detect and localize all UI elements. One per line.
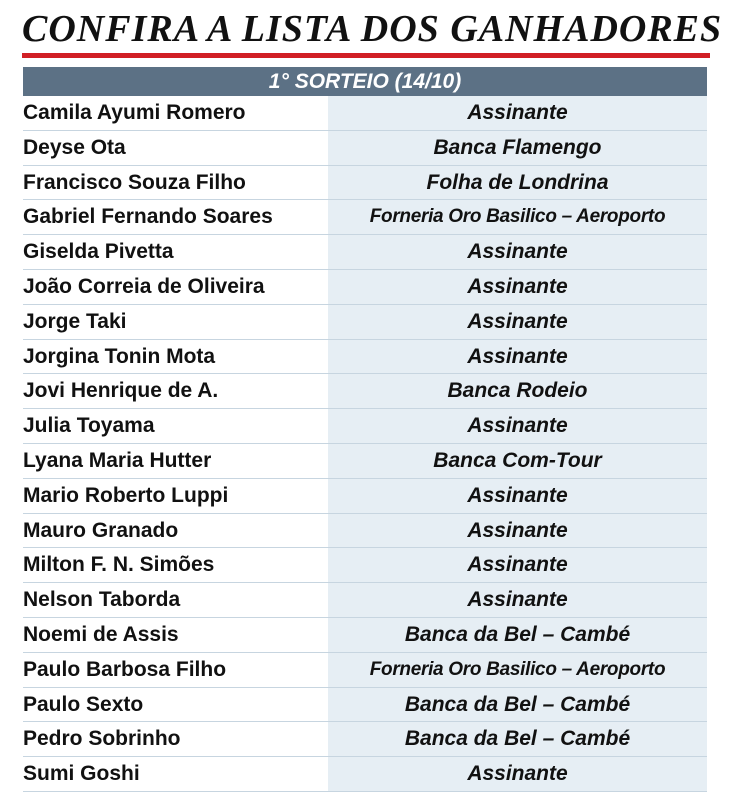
winner-name: Deyse Ota xyxy=(23,131,328,165)
table-row xyxy=(23,479,707,514)
winner-place: Assinante xyxy=(328,96,707,130)
table-row xyxy=(23,722,707,757)
winner-name: Jorge Taki xyxy=(23,305,328,339)
winner-name: Paulo Sexto xyxy=(23,688,328,722)
winner-place: Assinante xyxy=(328,305,707,339)
table-row xyxy=(23,618,707,653)
winner-place: Assinante xyxy=(328,270,707,304)
winner-place: Banca da Bel – Cambé xyxy=(328,688,707,722)
table-row xyxy=(23,757,707,792)
winner-name: Paulo Barbosa Filho xyxy=(23,653,328,687)
table-row xyxy=(23,235,707,270)
table-row xyxy=(23,374,707,409)
table-row xyxy=(23,548,707,583)
winner-name: Julia Toyama xyxy=(23,409,328,443)
winner-place: Assinante xyxy=(328,757,707,791)
winner-place: Assinante xyxy=(328,479,707,513)
winner-name: Jovi Henrique de A. xyxy=(23,374,328,408)
winner-name: Nelson Taborda xyxy=(23,583,328,617)
winner-name: Camila Ayumi Romero xyxy=(23,96,328,130)
winner-place: Folha de Londrina xyxy=(328,166,707,200)
winner-place: Assinante xyxy=(328,340,707,374)
table-row xyxy=(23,96,707,131)
table-row xyxy=(23,688,707,723)
winner-place: Banca Flamengo xyxy=(328,131,707,165)
page-title: CONFIRA A LISTA DOS GANHADORES xyxy=(22,8,723,50)
winner-name: Gabriel Fernando Soares xyxy=(23,200,328,234)
table-row xyxy=(23,409,707,444)
table-row xyxy=(23,270,707,305)
winner-name: Lyana Maria Hutter xyxy=(23,444,328,478)
table-row xyxy=(23,583,707,618)
winner-name: João Correia de Oliveira xyxy=(23,270,328,304)
winner-place: Banca da Bel – Cambé xyxy=(328,618,707,652)
winner-name: Jorgina Tonin Mota xyxy=(23,340,328,374)
table-row xyxy=(23,340,707,375)
winner-name: Mario Roberto Luppi xyxy=(23,479,328,513)
table-row xyxy=(23,514,707,549)
table-row xyxy=(23,131,707,166)
winner-place: Assinante xyxy=(328,583,707,617)
winner-place: Assinante xyxy=(328,514,707,548)
table-row xyxy=(23,200,707,235)
winner-name: Giselda Pivetta xyxy=(23,235,328,269)
winner-name: Mauro Granado xyxy=(23,514,328,548)
winners-table xyxy=(23,96,707,792)
winner-name: Francisco Souza Filho xyxy=(23,166,328,200)
winner-place: Forneria Oro Basilico – Aeroporto xyxy=(328,653,707,687)
winner-name: Milton F. N. Simões xyxy=(23,548,328,582)
winner-place: Banca Com-Tour xyxy=(328,444,707,478)
table-row xyxy=(23,653,707,688)
winner-place: Assinante xyxy=(328,548,707,582)
winner-name: Sumi Goshi xyxy=(23,757,328,791)
winner-name: Pedro Sobrinho xyxy=(23,722,328,756)
winner-name: Noemi de Assis xyxy=(23,618,328,652)
draw-header: 1° SORTEIO (14/10) xyxy=(23,67,707,96)
table-row xyxy=(23,444,707,479)
winner-place: Assinante xyxy=(328,409,707,443)
table-row xyxy=(23,305,707,340)
winner-place: Assinante xyxy=(328,235,707,269)
winner-place: Banca da Bel – Cambé xyxy=(328,722,707,756)
title-divider xyxy=(22,53,710,58)
table-row xyxy=(23,166,707,201)
winner-place: Banca Rodeio xyxy=(328,374,707,408)
winner-place: Forneria Oro Basilico – Aeroporto xyxy=(328,200,707,234)
